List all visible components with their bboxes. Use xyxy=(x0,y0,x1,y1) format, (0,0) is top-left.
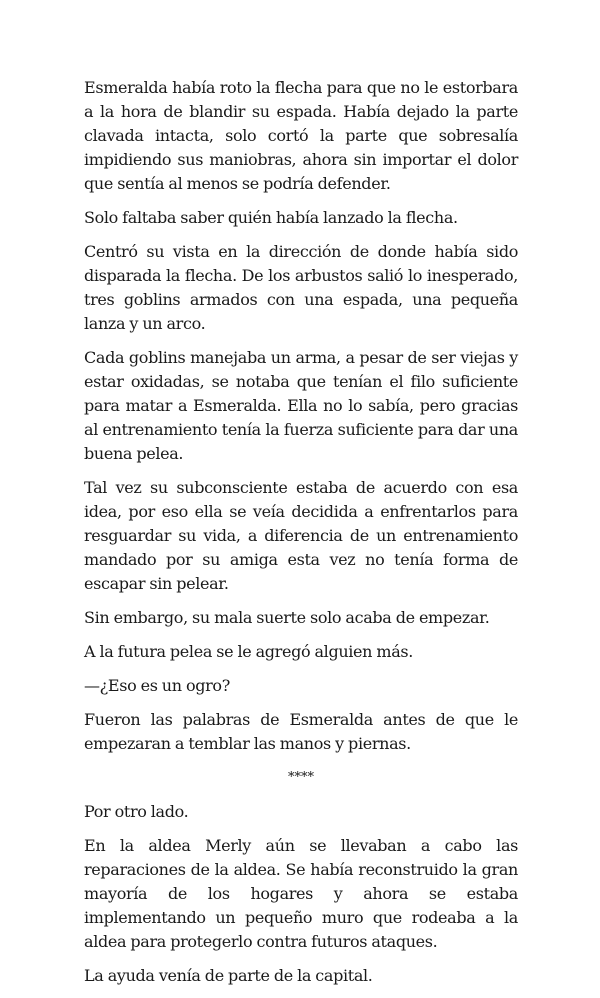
paragraph-arrow-broken: Esmeralda había roto la flecha para que no le estorbara a la hora de blandir su espada. Había dejado la parte clavada intacta, solo cortó la parte que sobresalía impidiendo sus maniobras, ahora sin importar el dolor que sentía al menos se podría defender. xyxy=(84,78,518,193)
paragraph-bad-luck: Sin embargo, su mala suerte solo acaba de empezar. xyxy=(84,608,490,627)
paragraph-someone-else: A la futura pelea se le agregó alguien más. xyxy=(84,642,413,661)
paragraph-dialogue-ogre: —¿Eso es un ogro? xyxy=(84,676,230,695)
paragraph-goblin-weapons: Cada goblins manejaba un arma, a pesar de ser viejas y estar oxidadas, se notaba que tenían el filo suficiente para matar a Esmeralda. Ella no lo sabía, pero gracias al entrenamiento tenía la fuerza suficiente para dar una buena pelea. xyxy=(84,348,518,463)
paragraph-capital-help: La ayuda venía de parte de la capital. xyxy=(84,966,373,985)
scene-separator: **** xyxy=(288,770,314,785)
paragraph-decision: Tal vez su subconsciente estaba de acuerdo con esa idea, por eso ella se veía decidida a enfrentarlos para resguardar su vida, a diferencia de un entrenamiento mandado por su amiga esta vez no tenía forma de escapar sin pelear. xyxy=(84,478,518,593)
paragraph-who-shot: Solo faltaba saber quién había lanzado la flecha. xyxy=(84,208,458,227)
document-page xyxy=(84,76,518,998)
paragraph-meanwhile: Por otro lado. xyxy=(84,802,189,821)
paragraph-village-repairs: En la aldea Merly aún se llevaban a cabo las reparaciones de la aldea. Se había reconstruido la gran mayoría de los hogares y ahora se estaba implementando un pequeño muro que rodeaba a la aldea para protegerlo contra futuros ataques. xyxy=(84,836,518,951)
paragraph-goblins-appear: Centró su vista en la dirección de donde había sido disparada la flecha. De los arbustos salió lo inesperado, tres goblins armados con una espada, una pequeña lanza y un arco. xyxy=(84,242,518,333)
paragraph-trembling: Fueron las palabras de Esmeralda antes de que le empezaran a temblar las manos y piernas. xyxy=(84,710,518,753)
